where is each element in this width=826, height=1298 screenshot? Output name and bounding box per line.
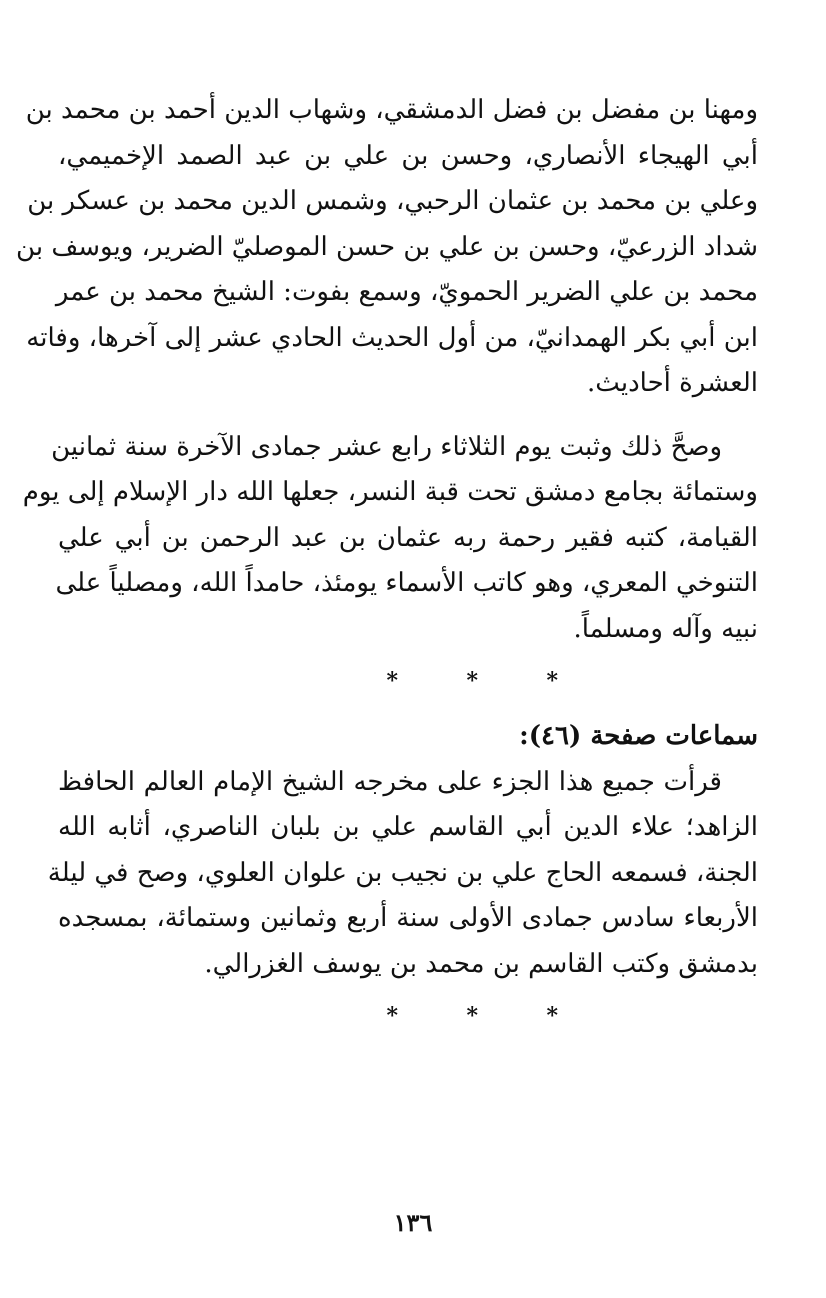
section-separator	[58, 1001, 758, 1031]
separator-star: *	[466, 1003, 478, 1029]
text-line: أبي الهيجاء الأنصاري، وحسن بن علي بن عبد الصمد الإخميمي،	[58, 140, 758, 171]
text-line: الأربعاء سادس جمادى الأولى سنة أربع وثمانين وستمائة، بمسجده	[58, 903, 758, 933]
separator-star: *	[386, 1003, 398, 1029]
section-separator	[58, 666, 758, 696]
text-line: محمد بن علي الضرير الحمويّ، وسمع بفوت: الشيخ محمد بن عمر	[55, 277, 758, 307]
text-line: وصحَّ ذلك وثبت يوم الثلاثاء رابع عشر جمادى الآخرة سنة ثمانين	[51, 431, 722, 462]
text-line: القيامة، كتبه فقير رحمة ربه عثمان بن عبد الرحمن بن أبي علي	[58, 522, 758, 553]
text-line: وعلي بن محمد بن عثمان الرحبي، وشمس الدين محمد بن عسكر بن	[27, 186, 758, 216]
separator-star: *	[546, 1003, 558, 1029]
text-line: العشرة أحاديث.	[587, 368, 758, 398]
separator-star: *	[386, 668, 398, 694]
text-line: الجنة، فسمعه الحاج علي بن نجيب بن علوان العلوي، وصح في ليلة	[47, 857, 758, 888]
text-line: ابن أبي بكر الهمدانيّ، من أول الحديث الحادي عشر إلى آخرها، وفاته	[26, 322, 758, 353]
section-heading: سماعات صفحة (٤٦):	[519, 721, 758, 751]
text-line: وستمائة بجامع دمشق تحت قبة النسر، جعلها الله دار الإسلام إلى يوم	[22, 477, 758, 507]
text-line: نبيه وآله ومسلماً.	[573, 613, 758, 644]
page-body	[16, 88, 758, 1049]
text-line: بدمشق وكتب القاسم بن محمد بن يوسف الغزرالي.	[204, 948, 758, 979]
paragraph-1	[16, 88, 758, 407]
section-paragraph	[47, 760, 758, 988]
text-line: التنوخي المعري، وهو كاتب الأسماء يومئذ، حامداً الله، ومصلياً على	[55, 568, 758, 598]
separator-star: *	[466, 668, 478, 694]
text-line: شداد الزرعيّ، وحسن بن علي بن حسن الموصليّ الضرير، ويوسف بن	[16, 231, 758, 262]
text-line: قرأت جميع هذا الجزء على مخرجه الشيخ الإمام العالم الحافظ	[58, 766, 722, 797]
text-line: الزاهد؛ علاء الدين أبي القاسم علي بن بلبان الناصري، أثابه الله	[58, 812, 758, 842]
page-number: ١٣٦	[393, 1208, 433, 1237]
paragraph-2	[22, 425, 758, 653]
separator-star: *	[546, 668, 558, 694]
text-line: ومهنا بن مفضل بن فضل الدمشقي، وشهاب الدين أحمد بن محمد بن	[25, 95, 758, 125]
